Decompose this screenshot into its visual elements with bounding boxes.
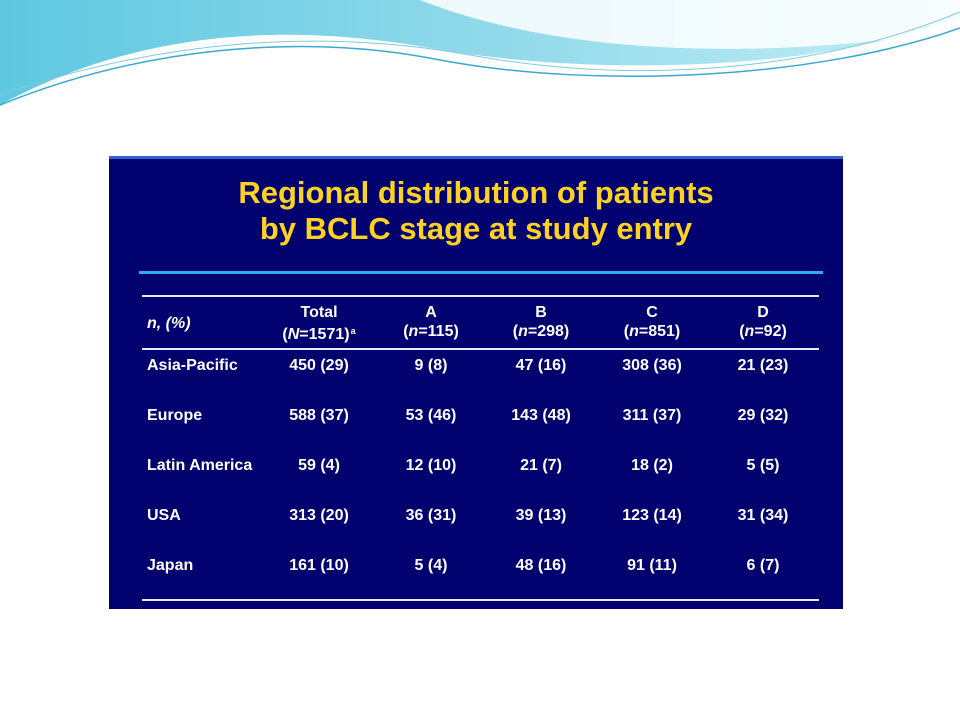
row-label-usa: USA — [147, 507, 181, 524]
table-corner-label: n, (%) — [147, 315, 191, 332]
table-cell: 308 (36) — [622, 357, 682, 374]
slide-title-line-1: Regional distribution of patients — [238, 175, 714, 210]
table-cell: 53 (46) — [405, 407, 457, 424]
table-cell: 313 (20) — [289, 507, 349, 524]
table-cell: 5 (5) — [746, 457, 780, 474]
table-cell: 9 (8) — [414, 357, 448, 374]
table-cell: 450 (29) — [289, 357, 349, 374]
column-header-n-label: N — [287, 326, 300, 343]
row-label-europe: Europe — [147, 407, 203, 424]
table-cell: 21 (23) — [737, 357, 789, 374]
column-header-d: D (n=92) — [739, 304, 787, 340]
table-cell: 47 (16) — [515, 357, 567, 374]
column-header-n-label: n — [629, 323, 639, 340]
column-header-name: B — [535, 304, 547, 321]
table-cell: 6 (7) — [746, 557, 780, 574]
table-cell: 29 (32) — [737, 407, 789, 424]
table-cell: 5 (4) — [414, 557, 448, 574]
column-header-n-value: =115) — [418, 323, 459, 340]
table-cell: 91 (11) — [627, 557, 677, 574]
column-header-a: A (n=115) — [403, 304, 459, 340]
table-cell: 48 (16) — [515, 557, 567, 574]
column-header-total: Total (N=1571)$^a$ — [282, 304, 356, 343]
table-cell: 18 (2) — [631, 457, 673, 474]
column-header-name: D — [757, 304, 769, 321]
column-header-n-label: n — [408, 323, 419, 340]
table-cell: 39 (13) — [515, 507, 567, 524]
table-cell: 36 (31) — [405, 507, 457, 524]
column-header-n-label: n — [518, 323, 528, 340]
slide-title — [109, 175, 843, 247]
table-cell: 31 (34) — [737, 507, 789, 524]
row-label-asia-pacific: Asia-Pacific — [147, 357, 238, 374]
table-cell: 12 (10) — [405, 457, 457, 474]
column-header-c: C (n=851) — [623, 304, 681, 340]
column-header-name: Total — [300, 304, 338, 321]
table-cell: 123 (14) — [622, 507, 682, 524]
table-cell: 161 (10) — [289, 557, 349, 574]
slide-panel — [109, 156, 843, 609]
table-top-rule — [142, 295, 819, 297]
table-cell: 21 (7) — [520, 457, 562, 474]
column-header-name: A — [425, 304, 437, 321]
column-header-b: B (n=298) — [512, 304, 570, 340]
column-header-n-value: =298) — [527, 323, 570, 340]
row-label-latin-america: Latin America — [147, 457, 253, 474]
decorative-header-swoosh — [0, 0, 960, 120]
column-header-n-value: =92) — [754, 323, 787, 340]
table-cell: 311 (37) — [622, 407, 682, 424]
column-header-n-label: n — [744, 323, 755, 340]
table-header-rule — [142, 348, 819, 350]
column-header-n-value: =1571) — [299, 326, 350, 343]
table-cell: 143 (48) — [511, 407, 571, 424]
title-divider — [139, 271, 823, 274]
table-bottom-rule — [142, 599, 819, 601]
table-cell: 59 (4) — [298, 457, 340, 474]
column-header-n-value: =851) — [638, 323, 681, 340]
row-label-japan: Japan — [147, 557, 194, 574]
table-cell: 588 (37) — [289, 407, 349, 424]
slide-title-line-2: by BCLC stage at study entry — [259, 211, 693, 246]
column-header-footnote: a — [350, 326, 356, 336]
column-header-name: C — [646, 304, 658, 321]
